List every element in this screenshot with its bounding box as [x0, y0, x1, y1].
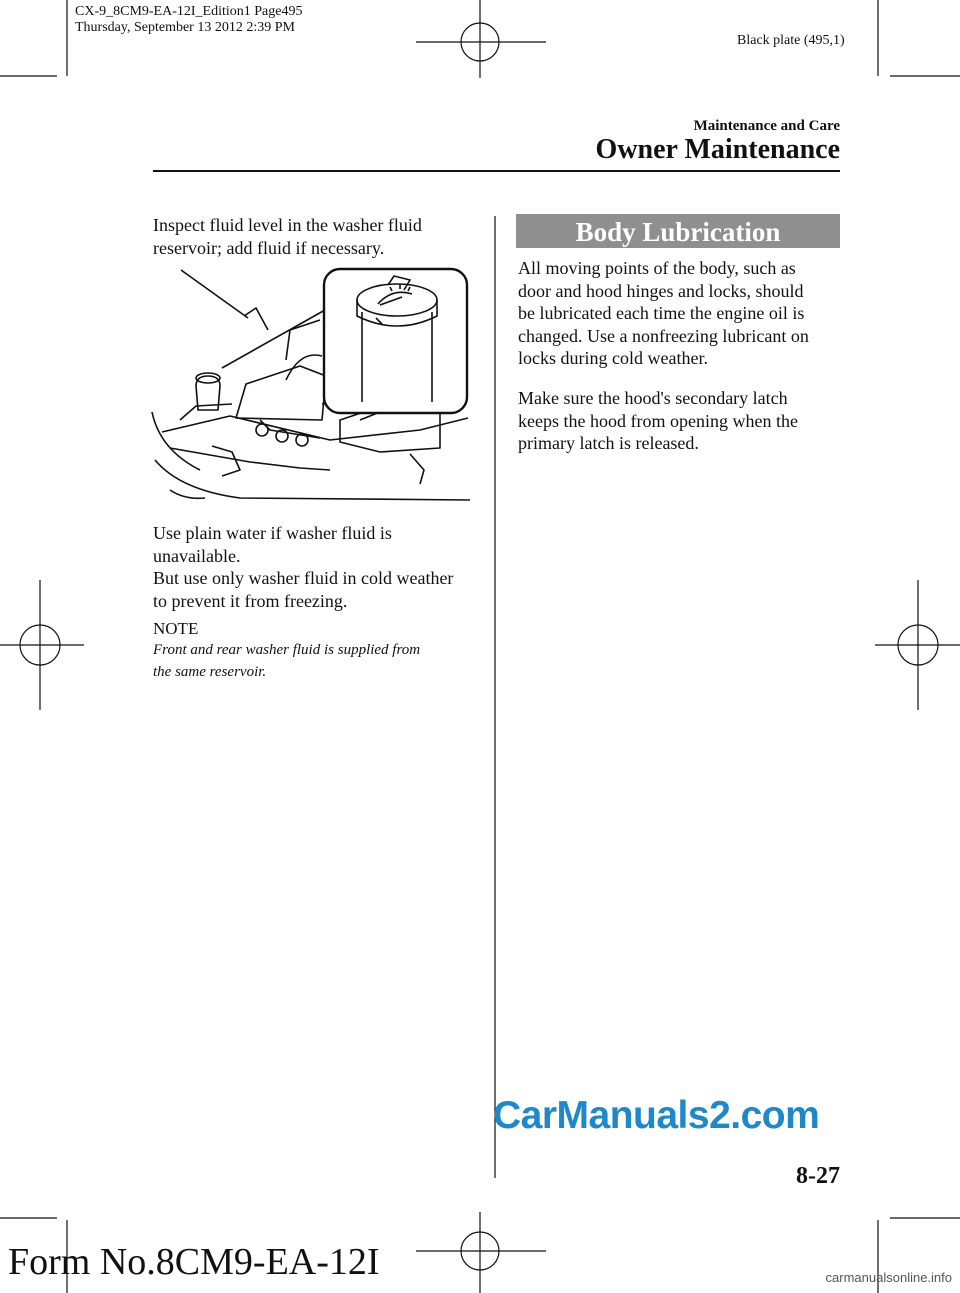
page-number: 8-27 [796, 1163, 840, 1189]
watermark-logo: CarManuals2.com [493, 1094, 820, 1137]
note-label: NOTE [153, 619, 199, 638]
file-info: CX-9_8CM9-EA-12I_Edition1 Page495 [75, 4, 303, 19]
form-number: Form No.8CM9-EA-12I [8, 1241, 380, 1283]
section-heading-banner: Body Lubrication [516, 214, 840, 248]
chapter-title: Owner Maintenance [595, 134, 840, 165]
header-rule [153, 170, 840, 172]
note-text: Front and rear washer fluid is supplied from the same reservoir. [153, 642, 421, 680]
intro-paragraph: Inspect fluid level in the washer fluid reservoir; add fluid if necessary. [153, 215, 422, 258]
lubrication-paragraph: All moving points of the body, such as door and hood hinges and locks, should be lubricated each time the engine oil is changed. Use a nonfreezing lubricant on locks during cold weather. [518, 258, 809, 369]
plate-label: Black plate (495,1) [737, 33, 845, 48]
water-paragraph: Use plain water if washer fluid is unavailable. But use only washer fluid in cold weather to prevent it from freezing. [153, 523, 454, 611]
latch-paragraph: Make sure the hood's secondary latch keeps the hood from opening when the primary latch is released. [518, 388, 798, 454]
section-title: Maintenance and Care [693, 118, 840, 134]
print-date: Thursday, September 13 2012 2:39 PM [75, 20, 295, 35]
source-watermark: carmanualsonline.info [825, 1270, 952, 1285]
